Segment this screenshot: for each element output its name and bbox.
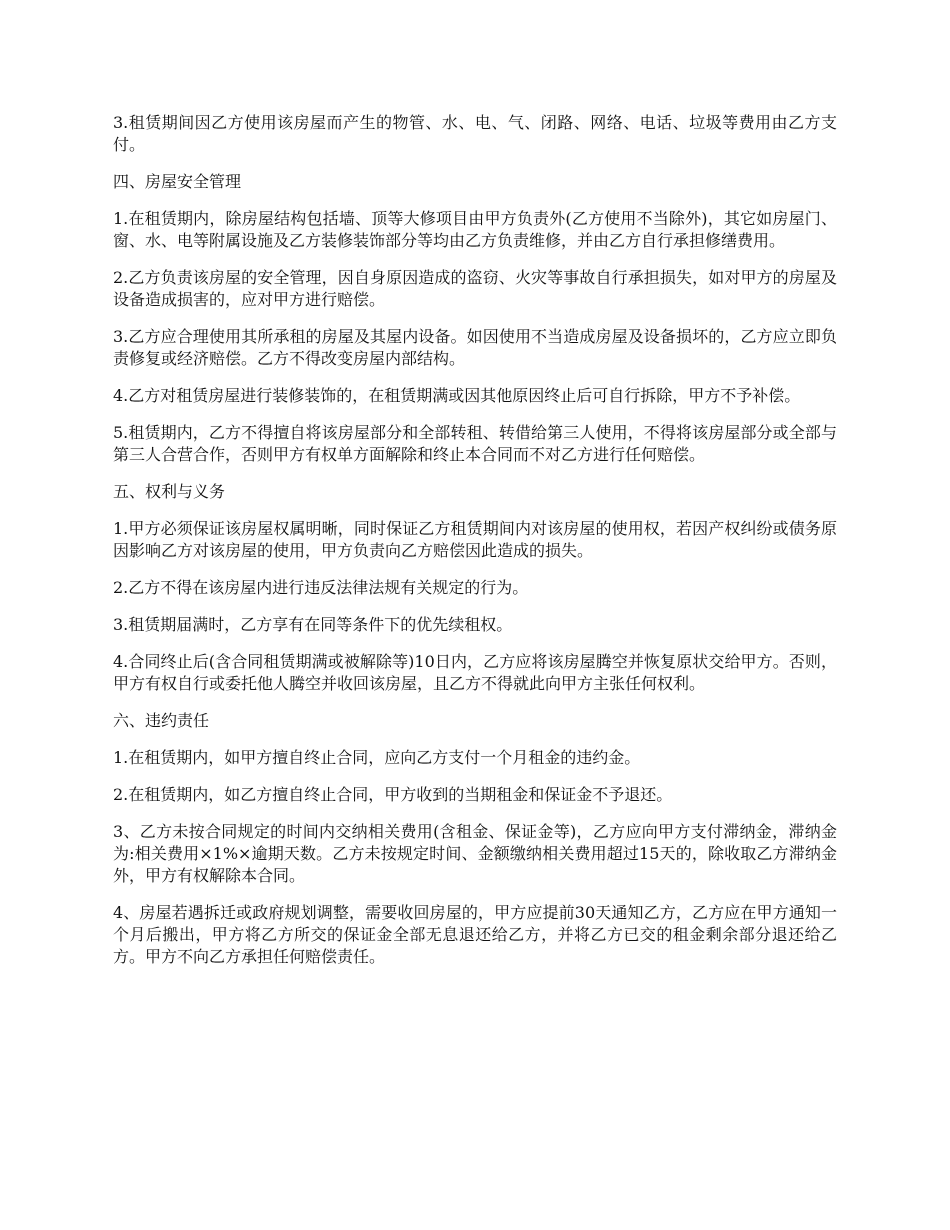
clause-5-4-vacate: 4.合同终止后(含合同租赁期满或被解除等)10日内，乙方应将该房屋腾空并恢复原状交给甲方。否则，甲方有权自行或委托他人腾空并收回该房屋，且乙方不得就此向甲方主张任何权利。: [113, 652, 837, 693]
clause-4-2-safety: 2.乙方负责该房屋的安全管理，因自身原因造成的盗窃、火灾等事故自行承担损失，如对甲方的房屋及设备造成损害的，应对甲方进行赔偿。: [113, 268, 837, 309]
clause-4-1-repairs: 1.在租赁期内，除房屋结构包括墙、顶等大修项目由甲方负责外(乙方使用不当除外)，其它如房屋门、窗、水、电等附属设施及乙方装修装饰部分等均由乙方负责维修，并由乙方自行承担修缮费用。: [113, 209, 837, 250]
clause-4-5-sublet: 5.租赁期内，乙方不得擅自将该房屋部分和全部转租、转借给第三人使用，不得将该房屋部分或全部与第三人合营合作，否则甲方有权单方面解除和终止本合同而不对乙方进行任何赔偿。: [113, 423, 837, 464]
clause-5-3-renewal: 3.租赁期届满时，乙方享有在同等条件下的优先续租权。: [113, 615, 513, 634]
clause-6-4-demolition: 4、房屋若遇拆迁或政府规划调整，需要收回房屋的，甲方应提前30天通知乙方，乙方应在甲方通知一个月后搬出，甲方将乙方所交的保证金全部无息退还给乙方，并将乙方已交的租金剩余部分退还给乙方。甲方不向乙方承担任何赔偿责任。: [113, 903, 837, 966]
section-heading-6: 六、违约责任: [113, 711, 210, 730]
clause-5-2-lawful-use: 2.乙方不得在该房屋内进行违反法律法规有关规定的行为。: [113, 578, 529, 597]
clause-6-3-late-fee: 3、乙方未按合同规定的时间内交纳相关费用(含租金、保证金等)，乙方应向甲方支付滞纳金，滞纳金为:相关费用×1%×逾期天数。乙方未按规定时间、金额缴纳相关费用超过15天的，除收取乙方滞纳金外，甲方有权解除本合同。: [113, 822, 837, 885]
section-heading-4: 四、房屋安全管理: [113, 172, 242, 191]
clause-4-4-decoration: 4.乙方对租赁房屋进行装修装饰的，在租赁期满或因其他原因终止后可自行拆除，甲方不予补偿。: [113, 386, 801, 405]
clause-6-2-tenant-breach: 2.在租赁期内，如乙方擅自终止合同，甲方收到的当期租金和保证金不予退还。: [113, 785, 673, 804]
section-heading-5: 五、权利与义务: [113, 482, 226, 501]
clause-4-3-proper-use: 3.乙方应合理使用其所承租的房屋及其屋内设备。如因使用不当造成房屋及设备损坏的，乙方应立即负责修复或经济赔偿。乙方不得改变房屋内部结构。: [113, 327, 837, 368]
clause-5-1-title: 1.甲方必须保证该房屋权属明晰，同时保证乙方租赁期间内对该房屋的使用权，若因产权纠纷或债务原因影响乙方对该房屋的使用，甲方负责向乙方赔偿因此造成的损失。: [113, 519, 837, 560]
clause-6-1-landlord-breach: 1.在租赁期内，如甲方擅自终止合同，应向乙方支付一个月租金的违约金。: [113, 748, 641, 767]
clause-3-3-fees: 3.租赁期间因乙方使用该房屋而产生的物管、水、电、气、闭路、网络、电话、垃圾等费用由乙方支付。: [113, 113, 837, 154]
document-page: [113, 112, 837, 983]
